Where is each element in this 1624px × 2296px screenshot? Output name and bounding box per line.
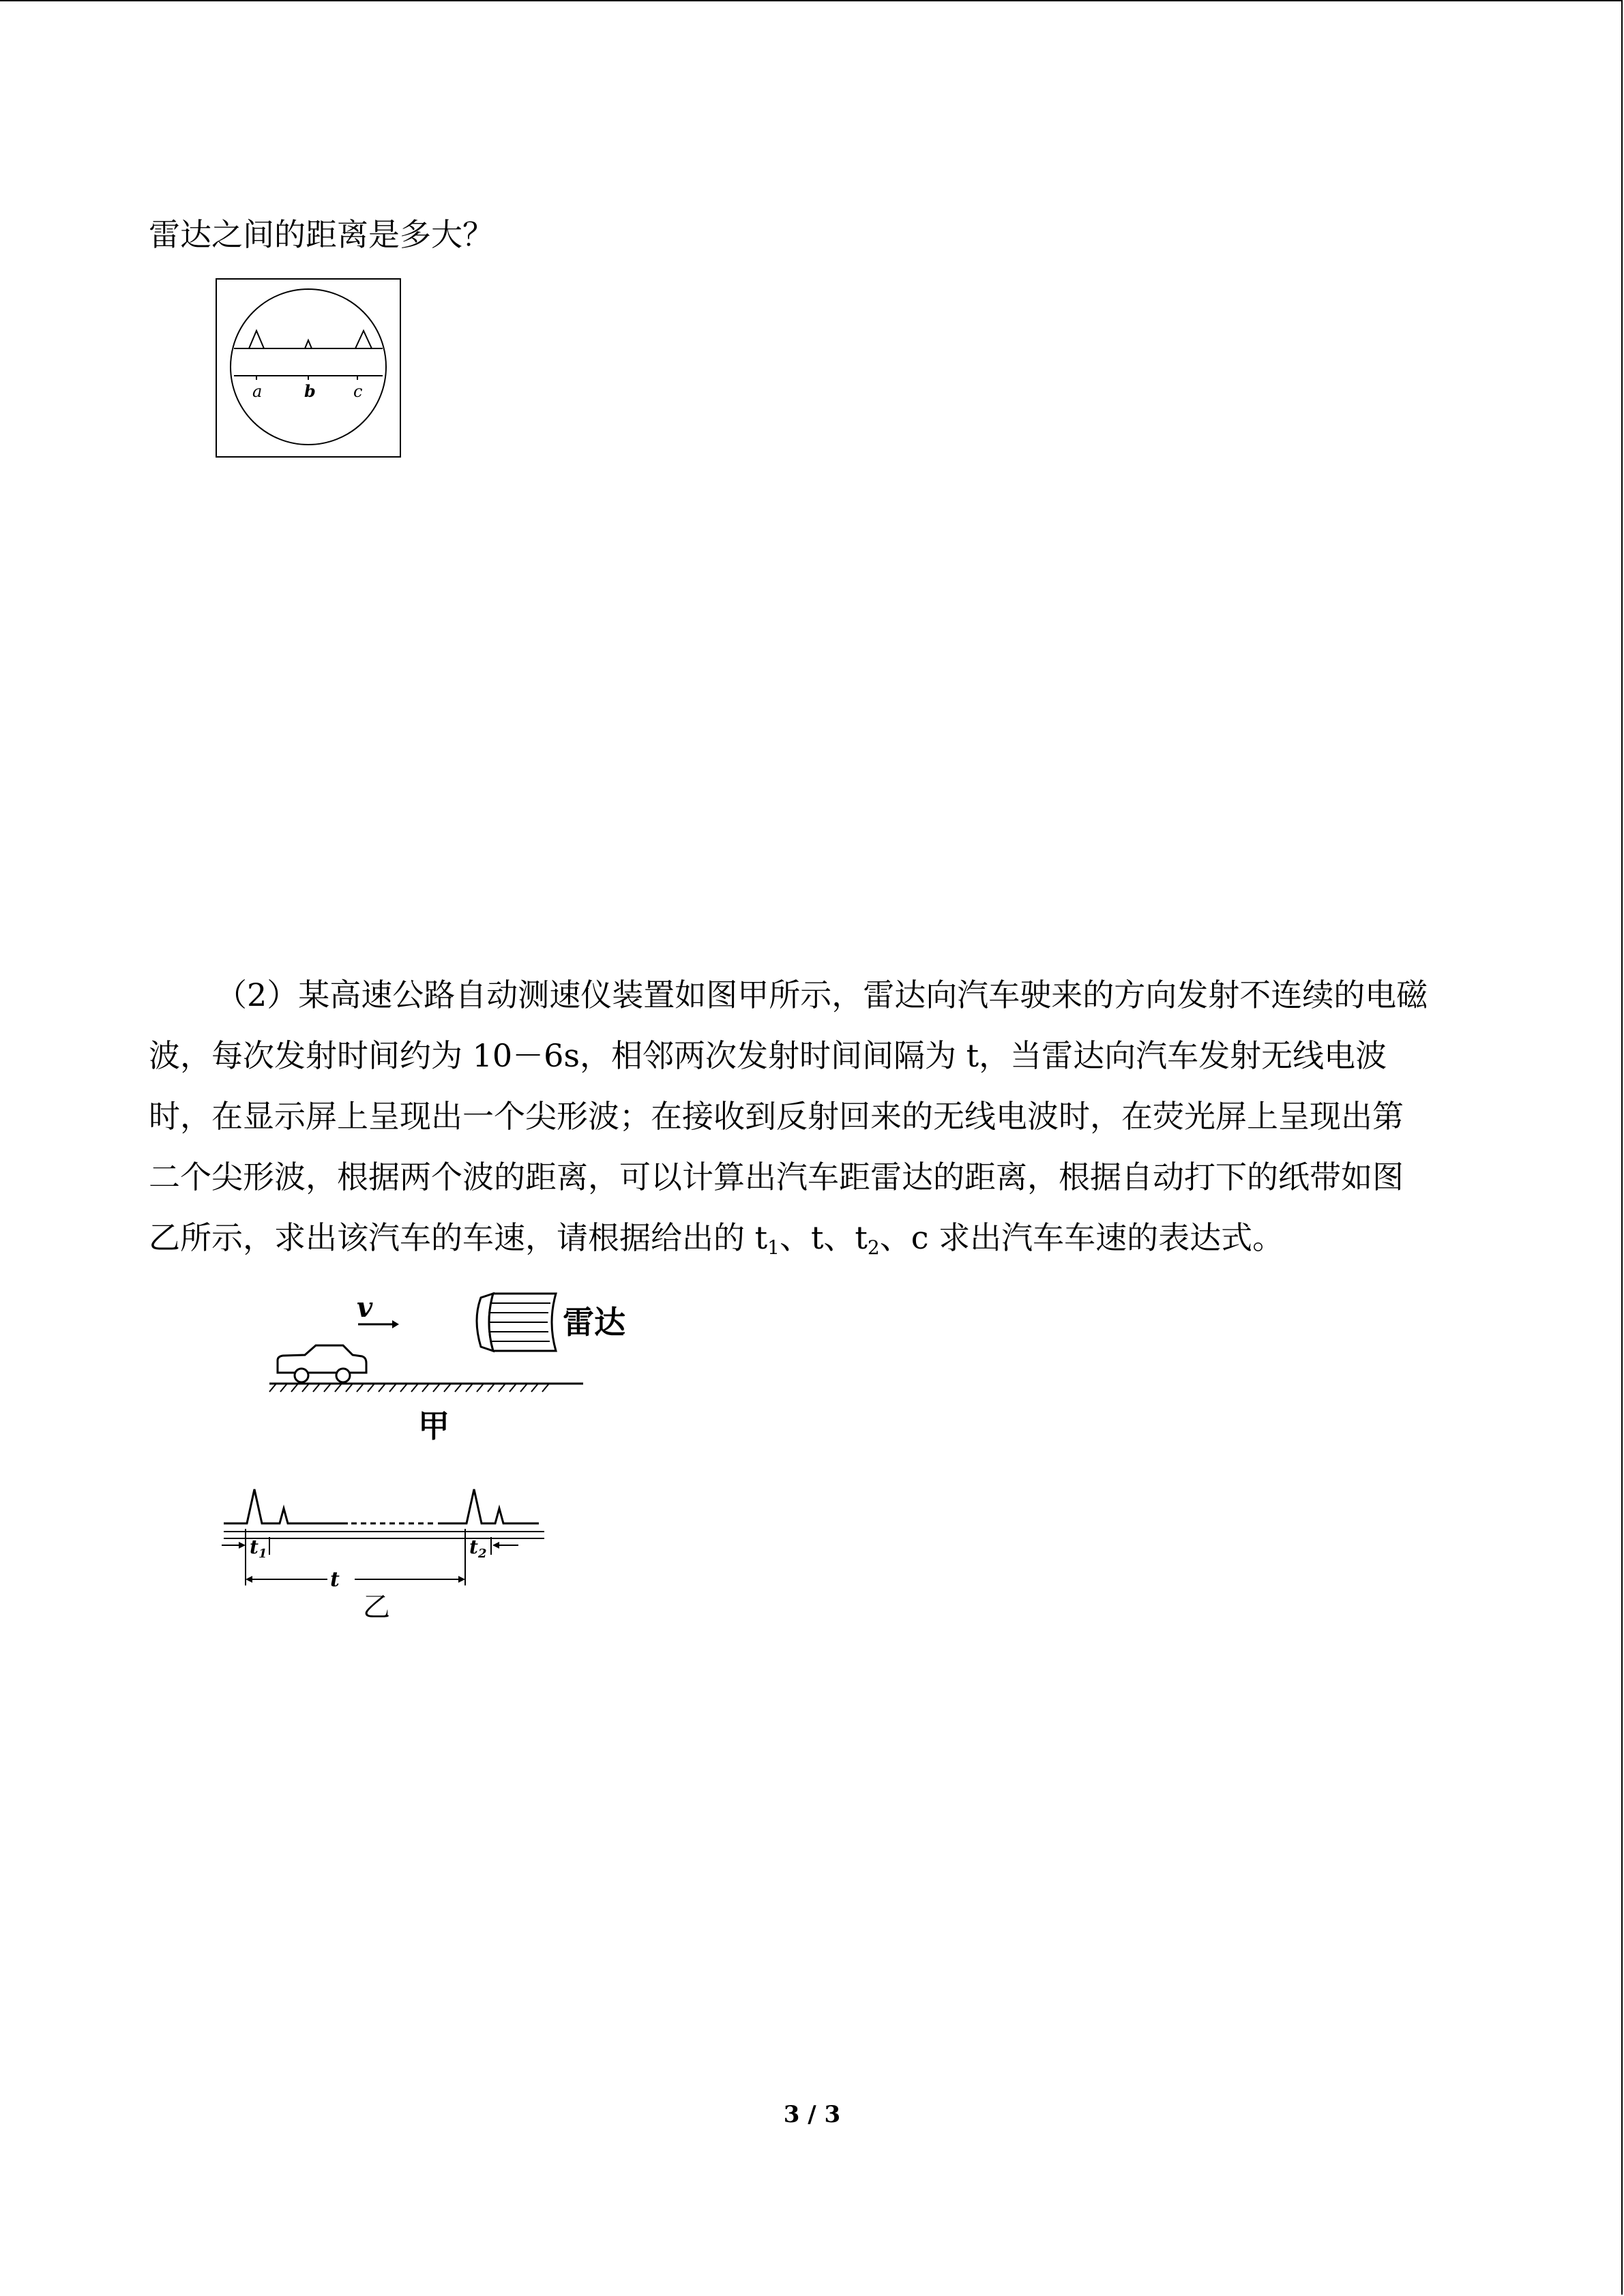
- caption-yi: 乙: [363, 1592, 390, 1623]
- car-body: [278, 1345, 366, 1373]
- screen-frame: [216, 279, 400, 457]
- label-t: t: [330, 1568, 340, 1592]
- label-t2: $t_2$: [469, 1536, 487, 1561]
- question-2-line-1: （2）某高速公路自动测速仪装置如图甲所示，雷达向汽车驶来的方向发射不连续的电磁: [216, 976, 1428, 1013]
- velocity-arrowhead: [392, 1320, 399, 1328]
- pulse-a: [249, 331, 264, 348]
- question-2-line-2: 波，每次发射时间约为 10－6s，相邻两次发射时间间隔为 t，当雷达向汽车发射无线电波: [149, 1037, 1387, 1074]
- label-t1: $t_1$: [250, 1536, 267, 1561]
- question-2-line-3: 时，在显示屏上呈现出一个尖形波；在接收到反射回来的无线电波时，在荧光屏上呈现出第: [149, 1098, 1404, 1135]
- figure-jia: [263, 1292, 645, 1456]
- question-2-paragraph: [149, 965, 1428, 1278]
- tape-signal-left: [224, 1489, 348, 1523]
- question-2-line-5: 乙所示，求出该汽车的车速，请根据给出的 $t_1$、t、$t_2$、c 求出汽车车速的表达式。: [149, 1219, 1284, 1259]
- screen-circle: [231, 289, 386, 445]
- question-1-tail: 雷达之间的距离是多大？: [149, 216, 494, 253]
- page-number: 3 / 3: [783, 2101, 841, 2128]
- pulse-c: [355, 331, 372, 348]
- question-2-line-4: 二个尖形波，根据两个波的距离，可以计算出汽车距雷达的距离，根据自动打下的纸带如图: [149, 1159, 1404, 1195]
- label-b: b: [304, 381, 316, 401]
- tape-signal-right: [438, 1489, 539, 1523]
- figure-yi: [218, 1480, 552, 1623]
- car-wheel-front: [295, 1369, 308, 1382]
- label-c: c: [353, 382, 363, 401]
- radar-label: 雷达: [563, 1304, 625, 1341]
- caption-jia: 甲: [418, 1407, 449, 1444]
- pulse-b: [305, 340, 312, 348]
- velocity-label: v: [357, 1292, 373, 1324]
- label-a: a: [252, 382, 263, 401]
- car-wheel-rear: [336, 1369, 350, 1382]
- radar-screen-figure: [215, 278, 402, 458]
- ground-hatching: [269, 1384, 549, 1392]
